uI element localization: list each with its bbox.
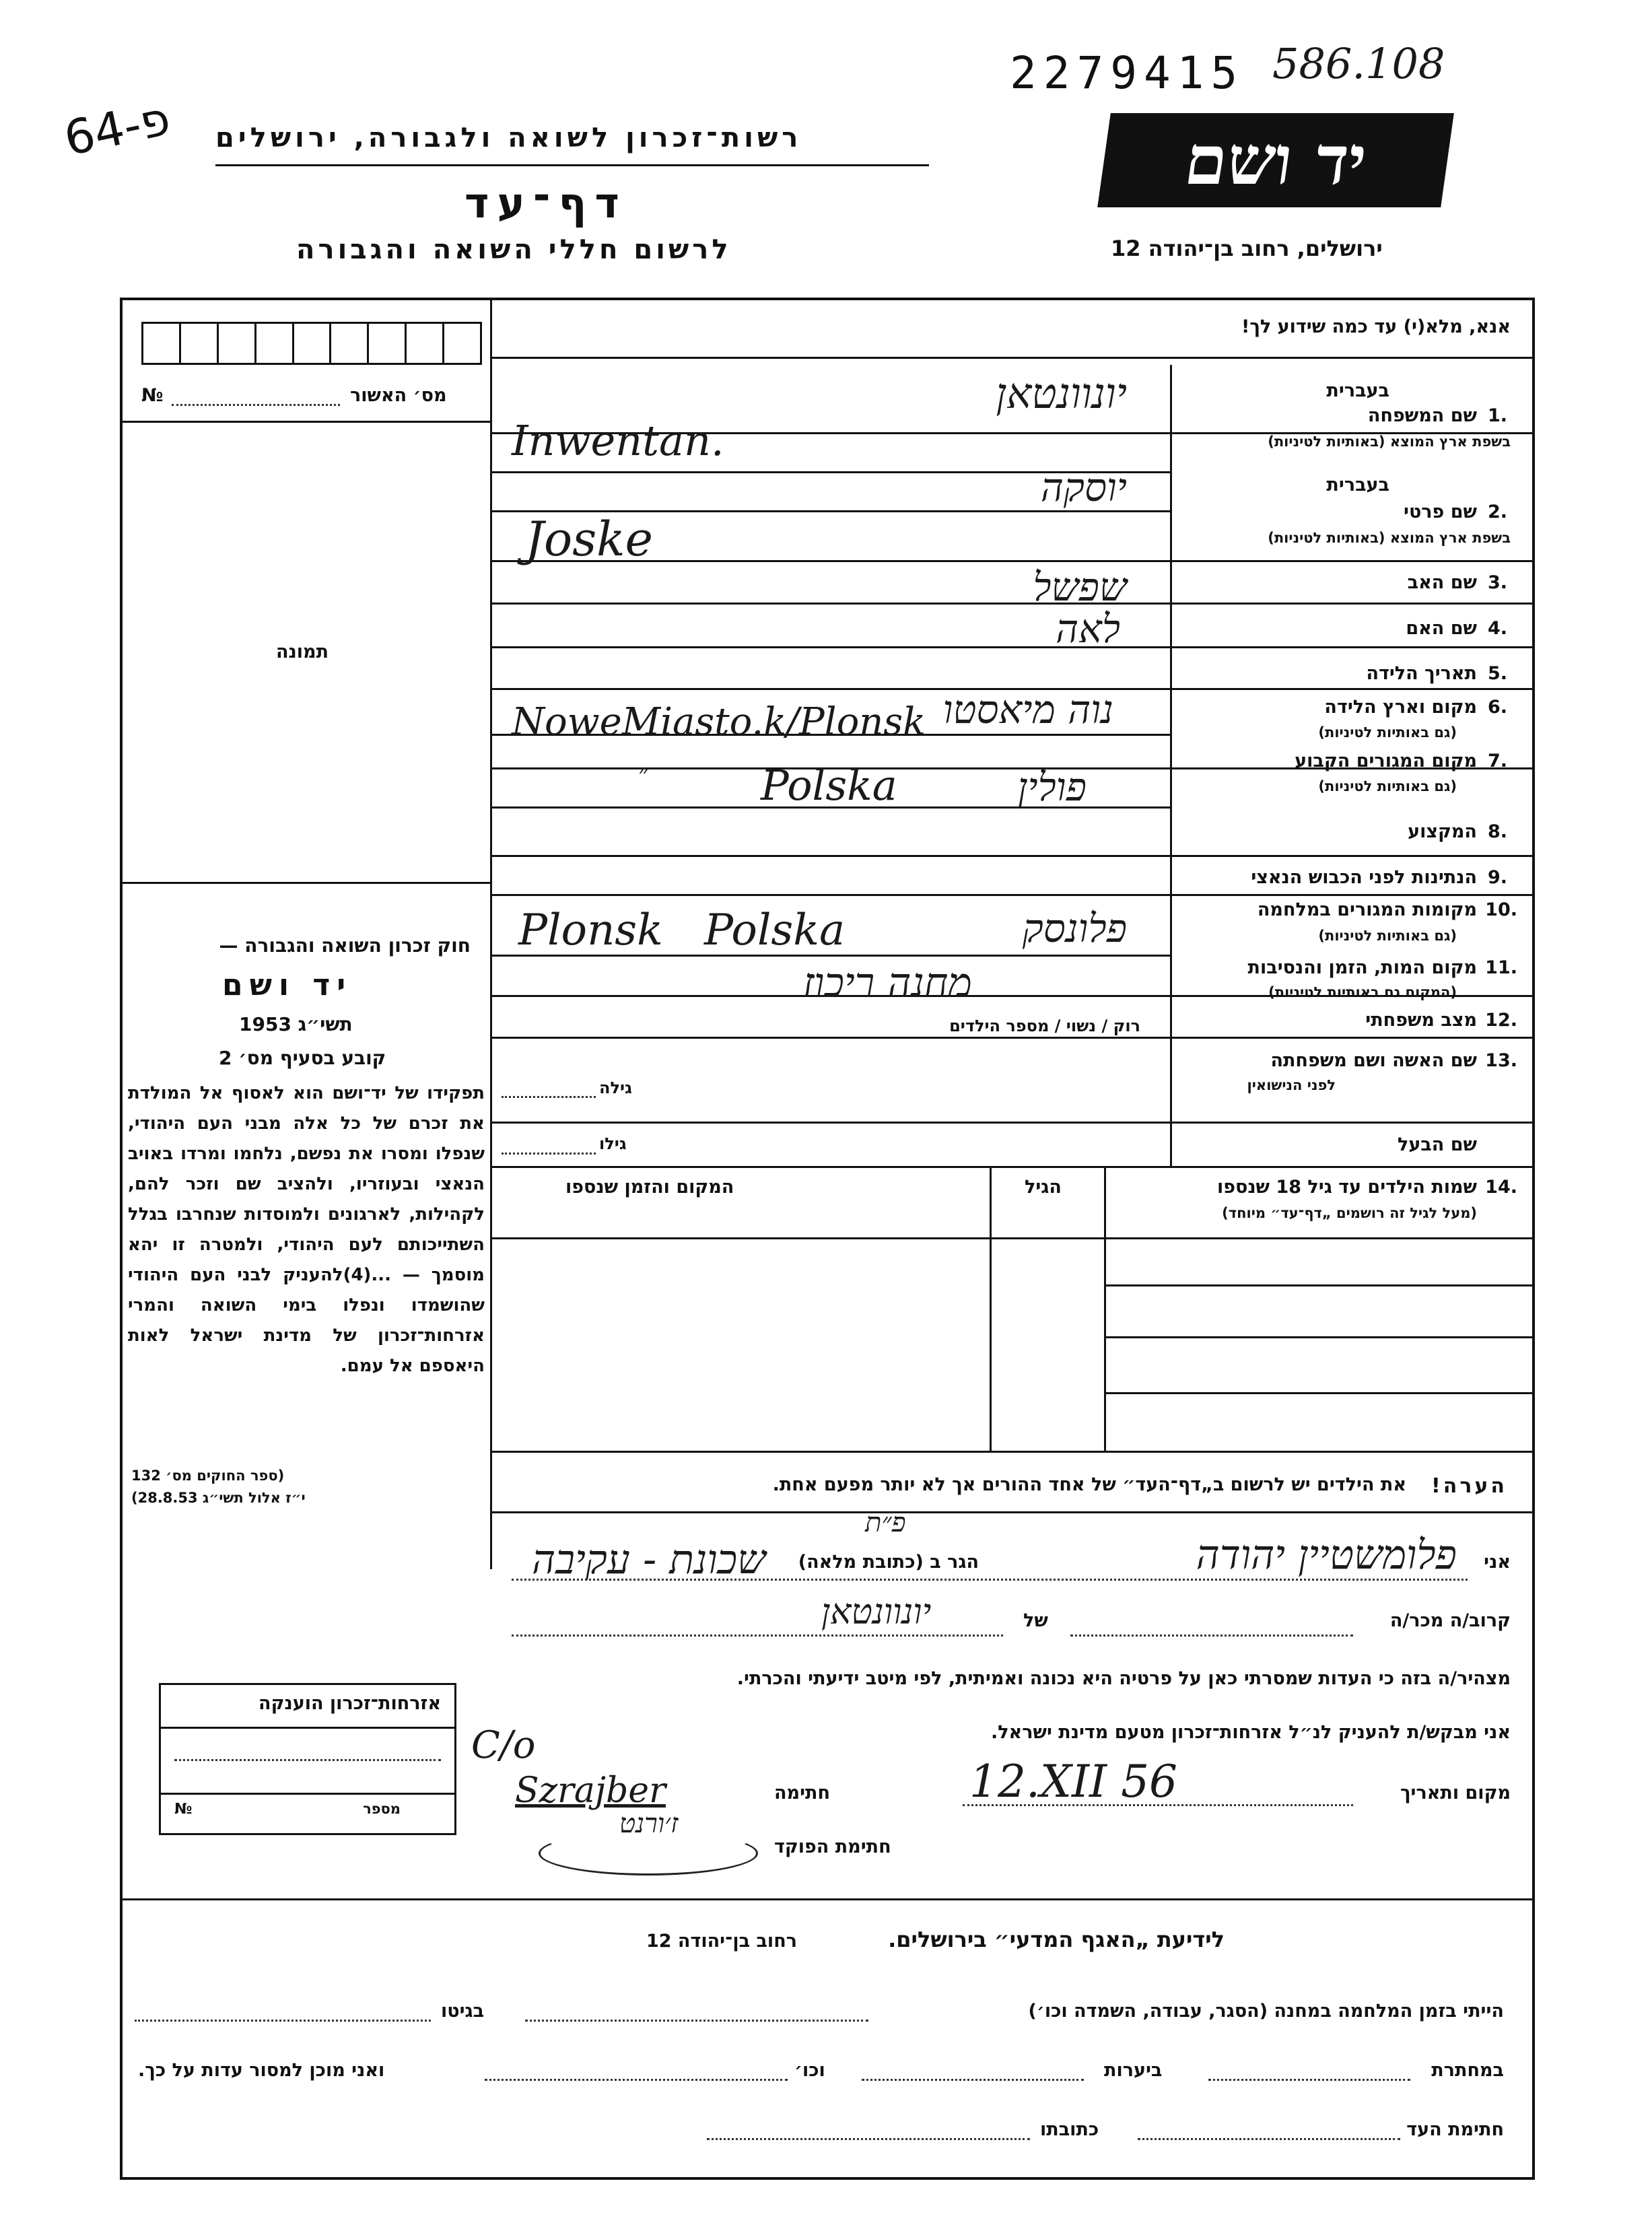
field-7-label: מקום המגורים הקבוע xyxy=(1295,751,1477,771)
children-sub: (מעל לגיל זה רושמים „דף־עד״ מיוחד) xyxy=(1222,1205,1477,1221)
officer-signature-flourish xyxy=(539,1831,758,1876)
logo-text: יד ושם xyxy=(1179,121,1372,200)
husband-label: שם הבעל xyxy=(1397,1134,1477,1155)
field-3-label: שם האב xyxy=(1407,572,1477,593)
field-13-sub: לפני הנישואין xyxy=(1247,1077,1336,1093)
corner-note: 64-פ xyxy=(59,90,175,167)
footer-line2-b: ביערות xyxy=(1104,2060,1163,2081)
field-8-num: 8. xyxy=(1487,821,1507,842)
footer-line2-c: וכו׳ xyxy=(794,2060,825,2081)
field-1-num: 1. xyxy=(1487,405,1507,426)
field-6-num: 6. xyxy=(1487,697,1507,718)
footer-line3-a: חתימת העד xyxy=(1406,2119,1504,2140)
children-label: שמות הילדים עד גיל 18 שנספו xyxy=(1216,1177,1477,1198)
field-2-sub: בשפת ארץ המוצא (באותיות לטיניות) xyxy=(1268,530,1511,546)
footer-line1-a: הייתי בזמן המלחמה במחנה (הסגר, עבודה, השמדה וכו׳) xyxy=(1028,2001,1504,2022)
field-4-label: שם האם xyxy=(1406,618,1477,639)
citizenship-title: אזרחות־זכרון הוענקה xyxy=(259,1693,441,1714)
handwritten-number: 586.108 xyxy=(1272,39,1445,88)
law-title: חוק זכרון השואה והגבורה — xyxy=(219,934,471,957)
field-1-label: שם המשפחה xyxy=(1367,405,1477,426)
decl-ani: אני xyxy=(1484,1552,1511,1573)
footer-line2-d: ואני מוכן למסור עדות על כך. xyxy=(138,2060,385,2081)
field-2-lang: בעברית xyxy=(1326,475,1389,495)
co-mark: C/o xyxy=(471,1723,536,1767)
decl-address-top: פ״ת xyxy=(865,1507,906,1538)
field-12-label: מצב משפחתי xyxy=(1365,1010,1477,1031)
footer-address: רחוב בן־יהודה 12 xyxy=(646,1931,797,1952)
signature-label: חתימה xyxy=(774,1783,831,1803)
field-12-options[interactable]: רוק / נשוי / מספר הילדים xyxy=(949,1017,1140,1035)
field-9-label: הנתינות לפני הכבוש הנאצי xyxy=(1251,867,1477,888)
field-11-num: 11. xyxy=(1485,957,1517,978)
footer-line2-a: במחתרת xyxy=(1431,2060,1504,2081)
field-7-sub: (גם באותיות לטיניות) xyxy=(1318,778,1457,794)
law-ref-1: (ספר החוקים מס׳ 132 xyxy=(131,1468,285,1484)
affirm-text: מצהיר/ה בזה כי העדות שמסרתי כאן על פרטיה היא נכונה ואמיתית, לפי מיטב ידיעתי והכרתי. xyxy=(736,1668,1511,1689)
citizenship-box xyxy=(159,1683,456,1835)
field-10-hebrew-value[interactable]: פלונסק xyxy=(1022,905,1127,951)
field-12-num: 12. xyxy=(1485,1010,1517,1031)
footer-title: לידיעת „האגף המדעי״ בירושלים. xyxy=(888,1927,1225,1952)
note-text: את הילדים יש לרשום ב„דף־העד״ של אחד ההורים אך לא יותר מפעם אחת. xyxy=(772,1474,1406,1495)
field-13-num: 13. xyxy=(1485,1050,1517,1071)
field-10-num: 10. xyxy=(1485,899,1517,920)
field-11-value[interactable]: מחנה ריכוז xyxy=(802,959,972,1006)
relative-label: קרוב/ה מכר/ה xyxy=(1389,1610,1511,1631)
footer-line1-b: בגיטו xyxy=(441,2001,485,2022)
field-7-num: 7. xyxy=(1487,751,1507,771)
field-6-latin-value[interactable]: NoweMiasto.k/Plonsk xyxy=(512,700,926,744)
date-value[interactable]: 12.XII 56 xyxy=(969,1756,1178,1808)
field-9-num: 9. xyxy=(1487,867,1507,888)
field-11-sub: (המקום גם באותיות לטיניות) xyxy=(1268,984,1457,1000)
field-11-label: מקום המות, הזמן והנסיבות xyxy=(1247,957,1477,978)
form-number: 2279415 xyxy=(1010,47,1245,99)
field-2-latin-value[interactable]: Joske xyxy=(525,512,653,567)
officer-signature[interactable]: ז׳ורנט xyxy=(619,1808,679,1839)
children-num: 14. xyxy=(1485,1177,1517,1198)
citizenship-number-label: מספר xyxy=(363,1801,401,1817)
relative-of[interactable]: יונוונטאן xyxy=(821,1592,932,1632)
photo-label: תמונה xyxy=(276,642,329,662)
children-place-header: המקום והזמן שנספו xyxy=(565,1177,734,1198)
instruction: אנא, מלא(י) עד כמה שידוע לך! xyxy=(1241,316,1511,337)
law-name: יד ושם xyxy=(222,968,353,1002)
field-8-label: המקצוע xyxy=(1408,821,1477,842)
law-text: תפקידו של יד־ושם הוא לאסוף אל המולדת את זכרם של כל אלה מבני העם היהודי, שנפלו ומסרו את נפשם, נלחמו ומרדו באויב הנאצי ובעוזריו, ולהציב שם וזכר להם, לקהילות, לארגונים ולמוסדות שנחרבו בגלל השתייכותם לעם היהודי, ולמטרה זו יהא מוסמך — ...(4)להעניק לבני העם היהודי שהושמדו ונפלו בימי השואה והמרי אזרחות־זכרון של מדינת ישראל לאות היאספם אל עמם. xyxy=(128,1083,485,1376)
declarant-name[interactable]: פלומשטיין יהודה xyxy=(1196,1532,1457,1579)
field-13-label: שם האשה ושם משפחתה xyxy=(1270,1050,1477,1071)
note-label: הערה! xyxy=(1431,1474,1507,1498)
law-year: תשי״ג 1953 xyxy=(239,1013,353,1035)
husband-age-label: גילו xyxy=(599,1134,627,1153)
law-ref-2: י״ז אלול תשי״ג 28.8.53) xyxy=(131,1490,306,1506)
field-10-sub: (גם באותיות לטיניות) xyxy=(1318,928,1457,944)
form-subtitle: לרשום חללי השואה והגבורה xyxy=(296,234,732,265)
officer-label: חתימת הפוקד xyxy=(774,1836,891,1857)
children-age-header: הגיל xyxy=(1025,1177,1062,1198)
field-5-num: 5. xyxy=(1487,663,1507,684)
field-1-lang: בעברית xyxy=(1326,380,1389,401)
field-5-label: תאריך הלידה xyxy=(1366,663,1477,684)
law-clause: קובע בסעיף מס׳ 2 xyxy=(219,1047,386,1069)
field-13-age-label: גילה xyxy=(599,1078,632,1097)
form-title: דף־עד xyxy=(464,178,627,228)
field-10-latin-value[interactable]: Plonsk Polska xyxy=(518,905,846,955)
field-4-value[interactable]: לאה xyxy=(1056,606,1120,652)
of-label: של xyxy=(1023,1610,1048,1631)
field-2-label: שם פרטי xyxy=(1404,502,1477,522)
yad-vashem-logo xyxy=(1097,113,1454,207)
field-2-num: 2. xyxy=(1487,502,1507,522)
field-6-hebrew-value[interactable]: נוה מיאסטו xyxy=(942,687,1113,732)
authority-name: רשות־זכרון לשואה ולגבורה, ירושלים xyxy=(215,123,802,153)
field-3-num: 3. xyxy=(1487,572,1507,593)
field-4-num: 4. xyxy=(1487,618,1507,639)
footer-line3-b: כתובתו xyxy=(1040,2119,1099,2140)
field-7-latin-value[interactable]: Polska xyxy=(761,761,897,810)
signature[interactable]: Szrajber xyxy=(515,1770,666,1811)
field-10-label: מקומות המגורים במלחמה xyxy=(1257,899,1477,920)
address: ירושלים, רחוב בן־יהודה 12 xyxy=(1111,236,1383,261)
field-6-sub: (גם באותיות לטיניות) xyxy=(1318,724,1457,741)
field-2-hebrew-value[interactable]: יוסקה xyxy=(1040,465,1127,510)
cert-label: מס׳ האשור xyxy=(350,385,447,406)
cert-no-symbol: № xyxy=(141,385,164,406)
decl-resides: הגר ב (כתובת מלאה) xyxy=(798,1552,979,1573)
field-3-value[interactable]: שפשל xyxy=(1033,564,1127,610)
field-6-label: מקום וארץ הלידה xyxy=(1324,697,1477,718)
field-7-ditto: ״ xyxy=(638,758,649,789)
request-text: אני מבקש/ת להעניק לנ״ל אזרחות־זכרון מטעם מדינת ישראל. xyxy=(990,1722,1511,1743)
decl-address[interactable]: שכונת - עקיבה xyxy=(532,1536,766,1583)
place-date-label: מקום ותאריך xyxy=(1400,1783,1511,1803)
citizenship-no: № xyxy=(174,1801,193,1818)
stamp-grid xyxy=(141,322,482,365)
field-1-sub: בשפת ארץ המוצא (באותיות לטיניות) xyxy=(1268,434,1511,450)
field-7-hebrew-value[interactable]: פולין xyxy=(1017,764,1087,810)
field-1-hebrew-value[interactable]: יונוונטאן xyxy=(996,369,1127,418)
field-1-latin-value[interactable]: Inwentan. xyxy=(512,416,724,465)
